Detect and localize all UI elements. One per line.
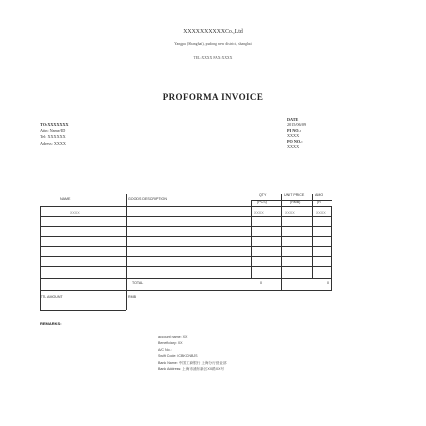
po-no-label: PO NO.: <box>287 138 303 144</box>
pi-no-value: XXXX <box>287 133 300 139</box>
table-rule <box>40 226 332 227</box>
table-rule <box>126 194 127 310</box>
col-header-unit-price: UNIT PRICE <box>284 193 305 197</box>
bank-swift: Swift Code: ICBKCNBJS <box>158 354 198 359</box>
table-rule <box>40 236 332 237</box>
company-name: XXXXXXXXXXCo.,Ltd <box>183 29 243 35</box>
buyer-attn: Attn: Name/ID <box>40 128 66 134</box>
table-rule <box>281 194 282 290</box>
table-rule <box>331 206 332 290</box>
bank-account-number: A/C No.: <box>158 347 172 352</box>
table-rule <box>251 200 252 278</box>
table-rule <box>40 206 41 310</box>
bank-info <box>158 334 227 372</box>
row1-qty: XXXX <box>254 211 264 215</box>
table-rule <box>40 216 332 217</box>
table-rule <box>40 290 332 291</box>
total-label: TOTAL <box>132 281 144 285</box>
date-label: DATE <box>287 117 299 122</box>
row1-unit-price: XXXX <box>285 211 295 215</box>
company-tel-fax: TEL:XXXX FAX:XXXX <box>193 56 233 60</box>
amount-label: TTL AMOUNT <box>40 295 63 299</box>
col-header-amount: AMO <box>315 193 324 197</box>
table-rule <box>252 200 332 201</box>
bank-account-name: account name: XX <box>158 335 188 339</box>
table-rule <box>40 246 332 247</box>
bank-name: Bank Name: 中国工商银行 上海分行营业部 <box>158 360 227 365</box>
invoice-meta <box>287 117 306 149</box>
col-header-unit-price-unit: (RMB) <box>290 200 301 204</box>
table-rule <box>40 256 332 257</box>
table-rule <box>312 194 313 278</box>
total-qty: 0 <box>260 281 262 285</box>
buyer-address: Adress: XXXX <box>40 140 66 146</box>
col-header-qty: QTY <box>259 193 267 197</box>
date-value: 2015/06/09 <box>287 122 307 128</box>
table-rule <box>40 266 332 267</box>
col-header-description: GOODS DESCRIPTION <box>128 197 167 201</box>
row1-name: XXXX <box>70 211 80 215</box>
table-rule <box>40 278 332 279</box>
total-amount: 0 <box>327 281 329 285</box>
row1-amount: XXXX <box>316 211 326 215</box>
pi-no-label: PI NO.: <box>287 127 301 133</box>
amount-value: RMB <box>128 295 136 299</box>
po-no-value: XXXX <box>287 144 300 150</box>
buyer-tel: Tel: XXXXXX <box>40 134 66 140</box>
bank-beneficiary: Beneficiary: XX <box>158 341 183 346</box>
buyer-info <box>40 122 69 147</box>
company-address: Yangpu (Shanghai), pudong new district, shanghai <box>174 42 252 46</box>
buyer-to: TO:XXXXXXX <box>40 122 69 127</box>
remarks-label: REMARKS: <box>40 321 62 326</box>
table-rule <box>40 310 126 311</box>
document-title: PROFORMA INVOICE <box>162 92 264 102</box>
bank-address: Bank Address: 上海市浦东新区XX路XX号 <box>158 367 225 372</box>
col-header-qty-unit: (PCS) <box>257 200 267 204</box>
col-header-name: NAME <box>60 197 71 201</box>
col-header-amount-unit: (R <box>317 200 321 204</box>
table-rule <box>40 206 332 207</box>
